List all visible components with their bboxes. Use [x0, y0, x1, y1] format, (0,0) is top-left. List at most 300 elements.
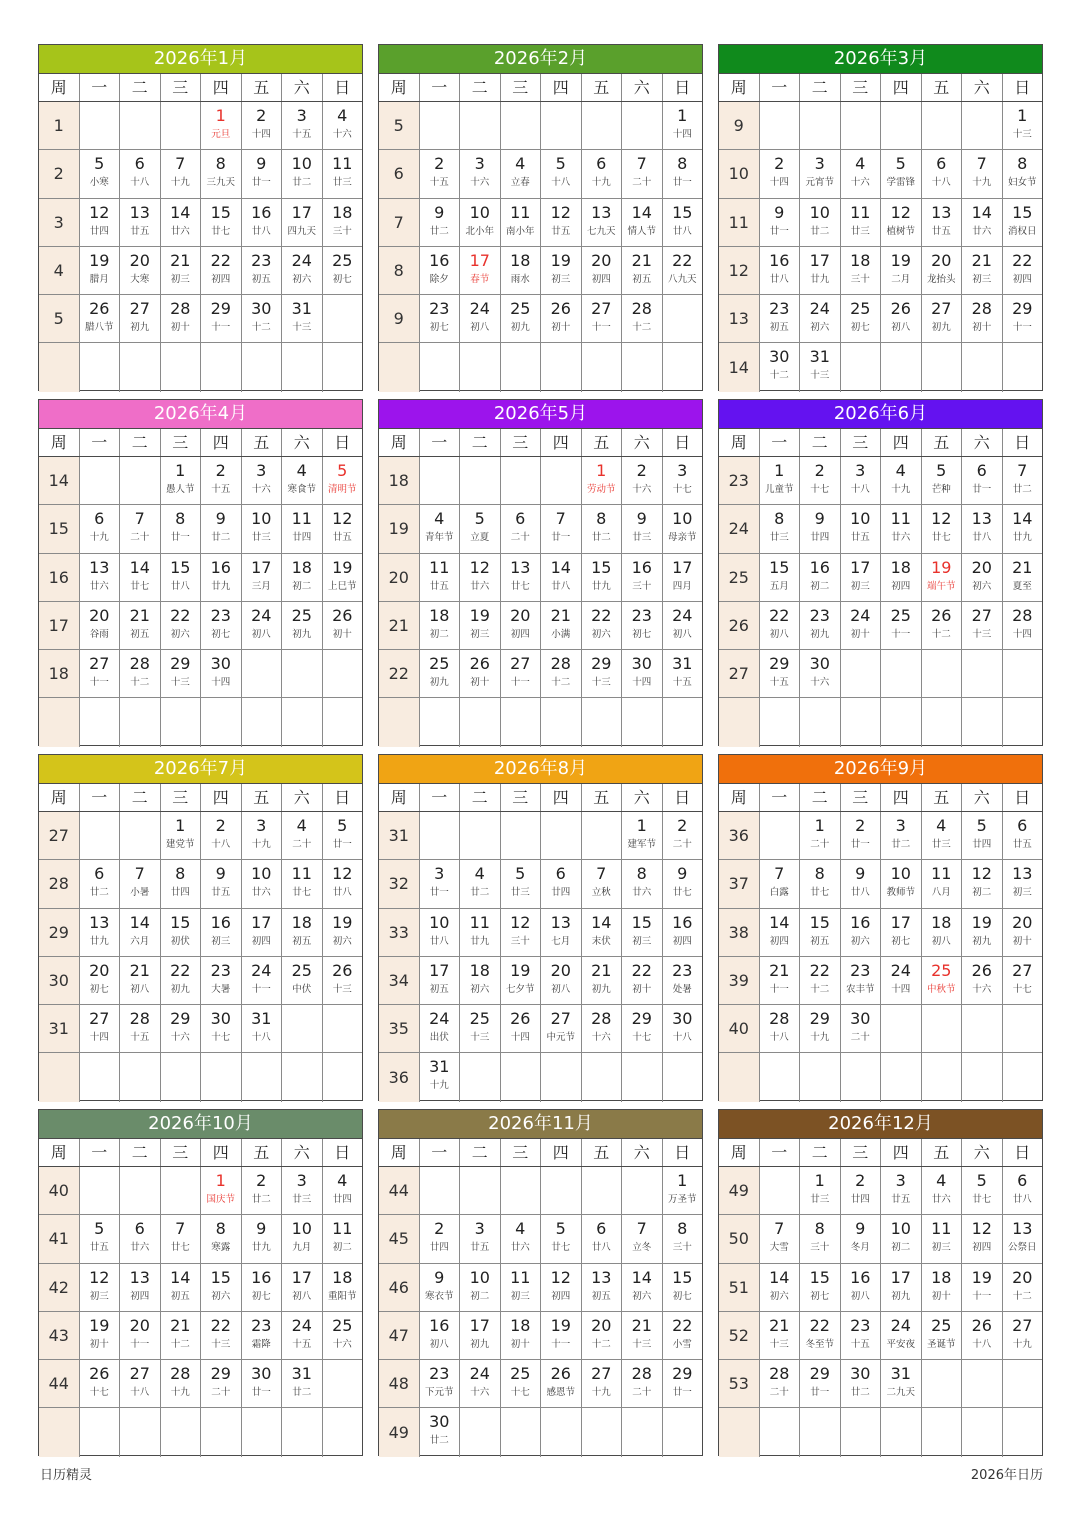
day-cell[interactable] [281, 247, 322, 294]
day-cell[interactable] [200, 247, 241, 294]
day-cell[interactable] [459, 1005, 500, 1052]
day-cell[interactable] [621, 505, 662, 552]
day-cell[interactable] [759, 650, 800, 697]
day-cell[interactable] [840, 1264, 881, 1311]
day-cell[interactable] [79, 909, 120, 956]
day-cell[interactable] [662, 554, 703, 601]
day-cell[interactable] [322, 1215, 363, 1262]
day-cell[interactable] [459, 554, 500, 601]
day-cell[interactable] [880, 505, 921, 552]
day-cell[interactable] [880, 909, 921, 956]
day-cell[interactable] [200, 860, 241, 907]
day-cell[interactable] [160, 1312, 201, 1359]
day-cell[interactable] [759, 1264, 800, 1311]
day-cell[interactable] [759, 1312, 800, 1359]
day-cell[interactable] [322, 1264, 363, 1311]
day-cell[interactable] [921, 505, 962, 552]
day-cell[interactable] [581, 957, 622, 1004]
day-cell[interactable] [840, 199, 881, 246]
day-cell[interactable] [200, 554, 241, 601]
day-cell[interactable] [322, 860, 363, 907]
day-cell[interactable] [840, 602, 881, 649]
day-cell[interactable] [79, 150, 120, 197]
day-cell[interactable] [840, 860, 881, 907]
day-cell[interactable] [419, 602, 460, 649]
day-cell[interactable] [160, 602, 201, 649]
day-cell[interactable] [880, 457, 921, 504]
day-cell[interactable] [921, 1167, 962, 1214]
day-cell[interactable] [281, 150, 322, 197]
day-cell[interactable] [799, 343, 840, 391]
day-cell[interactable] [799, 457, 840, 504]
day-cell[interactable] [281, 505, 322, 552]
day-cell[interactable] [160, 909, 201, 956]
day-cell[interactable] [119, 505, 160, 552]
day-cell[interactable] [500, 1360, 541, 1407]
day-cell[interactable] [921, 247, 962, 294]
day-cell[interactable] [961, 812, 1002, 859]
day-cell[interactable] [621, 860, 662, 907]
day-cell[interactable] [880, 1215, 921, 1262]
day-cell[interactable] [281, 1167, 322, 1214]
day-cell[interactable] [241, 295, 282, 342]
day-cell[interactable] [921, 1215, 962, 1262]
day-cell[interactable] [119, 1005, 160, 1052]
day-cell[interactable] [160, 812, 201, 859]
day-cell[interactable] [880, 199, 921, 246]
day-cell[interactable] [759, 1005, 800, 1052]
day-cell[interactable] [840, 1312, 881, 1359]
day-cell[interactable] [961, 909, 1002, 956]
day-cell[interactable] [662, 1360, 703, 1407]
day-cell[interactable] [200, 505, 241, 552]
day-cell[interactable] [880, 602, 921, 649]
day-cell[interactable] [322, 1312, 363, 1359]
day-cell[interactable] [961, 1264, 1002, 1311]
day-cell[interactable] [500, 909, 541, 956]
day-cell[interactable] [241, 1264, 282, 1311]
day-cell[interactable] [759, 1215, 800, 1262]
day-cell[interactable] [281, 602, 322, 649]
day-cell[interactable] [1002, 150, 1043, 197]
day-cell[interactable] [459, 1215, 500, 1262]
day-cell[interactable] [281, 295, 322, 342]
day-cell[interactable] [79, 295, 120, 342]
day-cell[interactable] [921, 1312, 962, 1359]
day-cell[interactable] [799, 602, 840, 649]
day-cell[interactable] [500, 150, 541, 197]
day-cell[interactable] [79, 1215, 120, 1262]
day-cell[interactable] [1002, 812, 1043, 859]
day-cell[interactable] [799, 1360, 840, 1407]
day-cell[interactable] [322, 1167, 363, 1214]
day-cell[interactable] [1002, 554, 1043, 601]
day-cell[interactable] [621, 812, 662, 859]
day-cell[interactable] [322, 102, 363, 149]
day-cell[interactable] [840, 295, 881, 342]
day-cell[interactable] [662, 457, 703, 504]
day-cell[interactable] [840, 1215, 881, 1262]
day-cell[interactable] [200, 295, 241, 342]
day-cell[interactable] [540, 1360, 581, 1407]
day-cell[interactable] [79, 650, 120, 697]
day-cell[interactable] [160, 957, 201, 1004]
day-cell[interactable] [759, 247, 800, 294]
day-cell[interactable] [921, 602, 962, 649]
day-cell[interactable] [961, 295, 1002, 342]
day-cell[interactable] [459, 150, 500, 197]
day-cell[interactable] [759, 505, 800, 552]
day-cell[interactable] [540, 1312, 581, 1359]
day-cell[interactable] [419, 150, 460, 197]
day-cell[interactable] [160, 457, 201, 504]
day-cell[interactable] [840, 505, 881, 552]
day-cell[interactable] [961, 602, 1002, 649]
day-cell[interactable] [200, 1167, 241, 1214]
day-cell[interactable] [500, 505, 541, 552]
day-cell[interactable] [500, 247, 541, 294]
day-cell[interactable] [662, 812, 703, 859]
day-cell[interactable] [621, 457, 662, 504]
day-cell[interactable] [799, 909, 840, 956]
day-cell[interactable] [459, 1264, 500, 1311]
day-cell[interactable] [500, 1312, 541, 1359]
day-cell[interactable] [759, 150, 800, 197]
day-cell[interactable] [662, 1312, 703, 1359]
day-cell[interactable] [621, 650, 662, 697]
day-cell[interactable] [419, 247, 460, 294]
day-cell[interactable] [880, 812, 921, 859]
day-cell[interactable] [662, 247, 703, 294]
day-cell[interactable] [241, 150, 282, 197]
day-cell[interactable] [662, 1215, 703, 1262]
day-cell[interactable] [500, 1005, 541, 1052]
day-cell[interactable] [961, 247, 1002, 294]
day-cell[interactable] [459, 1360, 500, 1407]
day-cell[interactable] [662, 909, 703, 956]
day-cell[interactable] [500, 1215, 541, 1262]
day-cell[interactable] [799, 1264, 840, 1311]
day-cell[interactable] [459, 295, 500, 342]
day-cell[interactable] [281, 1312, 322, 1359]
day-cell[interactable] [200, 650, 241, 697]
day-cell[interactable] [581, 1312, 622, 1359]
day-cell[interactable] [241, 1005, 282, 1052]
day-cell[interactable] [200, 1264, 241, 1311]
day-cell[interactable] [1002, 457, 1043, 504]
day-cell[interactable] [79, 1360, 120, 1407]
day-cell[interactable] [459, 247, 500, 294]
day-cell[interactable] [961, 1167, 1002, 1214]
day-cell[interactable] [880, 860, 921, 907]
day-cell[interactable] [621, 1312, 662, 1359]
day-cell[interactable] [459, 602, 500, 649]
day-cell[interactable] [799, 957, 840, 1004]
day-cell[interactable] [921, 1264, 962, 1311]
day-cell[interactable] [1002, 860, 1043, 907]
day-cell[interactable] [160, 199, 201, 246]
day-cell[interactable] [921, 295, 962, 342]
day-cell[interactable] [79, 1312, 120, 1359]
day-cell[interactable] [662, 1167, 703, 1214]
day-cell[interactable] [1002, 102, 1043, 149]
day-cell[interactable] [662, 602, 703, 649]
day-cell[interactable] [200, 1312, 241, 1359]
day-cell[interactable] [241, 602, 282, 649]
day-cell[interactable] [662, 650, 703, 697]
day-cell[interactable] [200, 957, 241, 1004]
day-cell[interactable] [119, 1312, 160, 1359]
day-cell[interactable] [540, 247, 581, 294]
day-cell[interactable] [281, 957, 322, 1004]
day-cell[interactable] [880, 1312, 921, 1359]
day-cell[interactable] [840, 1360, 881, 1407]
day-cell[interactable] [581, 1264, 622, 1311]
day-cell[interactable] [799, 247, 840, 294]
day-cell[interactable] [281, 860, 322, 907]
day-cell[interactable] [119, 909, 160, 956]
day-cell[interactable] [419, 1360, 460, 1407]
day-cell[interactable] [621, 909, 662, 956]
day-cell[interactable] [921, 199, 962, 246]
day-cell[interactable] [581, 457, 622, 504]
day-cell[interactable] [281, 457, 322, 504]
day-cell[interactable] [1002, 1312, 1043, 1359]
day-cell[interactable] [621, 957, 662, 1004]
day-cell[interactable] [759, 957, 800, 1004]
day-cell[interactable] [799, 199, 840, 246]
day-cell[interactable] [840, 909, 881, 956]
day-cell[interactable] [241, 957, 282, 1004]
day-cell[interactable] [799, 1005, 840, 1052]
day-cell[interactable] [160, 150, 201, 197]
day-cell[interactable] [419, 1312, 460, 1359]
day-cell[interactable] [540, 505, 581, 552]
day-cell[interactable] [419, 860, 460, 907]
day-cell[interactable] [662, 957, 703, 1004]
day-cell[interactable] [79, 505, 120, 552]
day-cell[interactable] [160, 1215, 201, 1262]
day-cell[interactable] [241, 1360, 282, 1407]
day-cell[interactable] [79, 199, 120, 246]
day-cell[interactable] [419, 554, 460, 601]
day-cell[interactable] [322, 957, 363, 1004]
day-cell[interactable] [500, 1264, 541, 1311]
day-cell[interactable] [322, 150, 363, 197]
day-cell[interactable] [621, 602, 662, 649]
day-cell[interactable] [921, 554, 962, 601]
day-cell[interactable] [322, 247, 363, 294]
day-cell[interactable] [500, 602, 541, 649]
day-cell[interactable] [1002, 957, 1043, 1004]
day-cell[interactable] [961, 505, 1002, 552]
day-cell[interactable] [662, 860, 703, 907]
day-cell[interactable] [621, 247, 662, 294]
day-cell[interactable] [840, 1005, 881, 1052]
day-cell[interactable] [119, 554, 160, 601]
day-cell[interactable] [840, 957, 881, 1004]
day-cell[interactable] [880, 247, 921, 294]
day-cell[interactable] [759, 554, 800, 601]
day-cell[interactable] [1002, 602, 1043, 649]
day-cell[interactable] [540, 295, 581, 342]
day-cell[interactable] [799, 295, 840, 342]
day-cell[interactable] [241, 102, 282, 149]
day-cell[interactable] [419, 650, 460, 697]
day-cell[interactable] [419, 1005, 460, 1052]
day-cell[interactable] [160, 295, 201, 342]
day-cell[interactable] [322, 457, 363, 504]
day-cell[interactable] [419, 505, 460, 552]
day-cell[interactable] [759, 602, 800, 649]
day-cell[interactable] [662, 1005, 703, 1052]
day-cell[interactable] [961, 1215, 1002, 1262]
day-cell[interactable] [662, 1264, 703, 1311]
day-cell[interactable] [961, 957, 1002, 1004]
day-cell[interactable] [241, 199, 282, 246]
day-cell[interactable] [799, 650, 840, 697]
day-cell[interactable] [459, 650, 500, 697]
day-cell[interactable] [200, 150, 241, 197]
day-cell[interactable] [281, 1264, 322, 1311]
day-cell[interactable] [459, 957, 500, 1004]
day-cell[interactable] [581, 1360, 622, 1407]
day-cell[interactable] [799, 860, 840, 907]
day-cell[interactable] [540, 199, 581, 246]
day-cell[interactable] [540, 860, 581, 907]
day-cell[interactable] [79, 860, 120, 907]
day-cell[interactable] [799, 812, 840, 859]
day-cell[interactable] [322, 812, 363, 859]
day-cell[interactable] [921, 957, 962, 1004]
day-cell[interactable] [540, 957, 581, 1004]
day-cell[interactable] [840, 247, 881, 294]
day-cell[interactable] [119, 602, 160, 649]
day-cell[interactable] [961, 199, 1002, 246]
day-cell[interactable] [961, 150, 1002, 197]
day-cell[interactable] [241, 247, 282, 294]
day-cell[interactable] [621, 150, 662, 197]
day-cell[interactable] [119, 247, 160, 294]
day-cell[interactable] [200, 812, 241, 859]
day-cell[interactable] [79, 1005, 120, 1052]
day-cell[interactable] [1002, 247, 1043, 294]
day-cell[interactable] [540, 150, 581, 197]
day-cell[interactable] [880, 1167, 921, 1214]
day-cell[interactable] [759, 860, 800, 907]
day-cell[interactable] [1002, 1215, 1043, 1262]
day-cell[interactable] [621, 1215, 662, 1262]
day-cell[interactable] [799, 1167, 840, 1214]
day-cell[interactable] [961, 554, 1002, 601]
day-cell[interactable] [662, 150, 703, 197]
day-cell[interactable] [500, 554, 541, 601]
day-cell[interactable] [1002, 199, 1043, 246]
day-cell[interactable] [621, 295, 662, 342]
day-cell[interactable] [281, 199, 322, 246]
day-cell[interactable] [1002, 295, 1043, 342]
day-cell[interactable] [322, 199, 363, 246]
day-cell[interactable] [1002, 505, 1043, 552]
day-cell[interactable] [759, 199, 800, 246]
day-cell[interactable] [961, 860, 1002, 907]
day-cell[interactable] [880, 1264, 921, 1311]
day-cell[interactable] [281, 1215, 322, 1262]
day-cell[interactable] [840, 457, 881, 504]
day-cell[interactable] [1002, 909, 1043, 956]
day-cell[interactable] [119, 650, 160, 697]
day-cell[interactable] [419, 1408, 460, 1456]
day-cell[interactable] [160, 650, 201, 697]
day-cell[interactable] [200, 909, 241, 956]
day-cell[interactable] [880, 295, 921, 342]
day-cell[interactable] [581, 295, 622, 342]
day-cell[interactable] [880, 554, 921, 601]
day-cell[interactable] [1002, 1264, 1043, 1311]
day-cell[interactable] [581, 199, 622, 246]
day-cell[interactable] [459, 199, 500, 246]
day-cell[interactable] [581, 860, 622, 907]
day-cell[interactable] [119, 1360, 160, 1407]
day-cell[interactable] [119, 860, 160, 907]
day-cell[interactable] [200, 1215, 241, 1262]
day-cell[interactable] [921, 150, 962, 197]
day-cell[interactable] [79, 554, 120, 601]
day-cell[interactable] [281, 812, 322, 859]
day-cell[interactable] [540, 1215, 581, 1262]
day-cell[interactable] [241, 457, 282, 504]
day-cell[interactable] [621, 199, 662, 246]
day-cell[interactable] [200, 199, 241, 246]
day-cell[interactable] [880, 957, 921, 1004]
day-cell[interactable] [621, 1360, 662, 1407]
day-cell[interactable] [322, 909, 363, 956]
day-cell[interactable] [241, 554, 282, 601]
day-cell[interactable] [500, 199, 541, 246]
day-cell[interactable] [500, 957, 541, 1004]
day-cell[interactable] [241, 812, 282, 859]
day-cell[interactable] [662, 102, 703, 149]
day-cell[interactable] [581, 505, 622, 552]
day-cell[interactable] [79, 602, 120, 649]
day-cell[interactable] [79, 957, 120, 1004]
day-cell[interactable] [322, 602, 363, 649]
day-cell[interactable] [459, 1312, 500, 1359]
day-cell[interactable] [759, 295, 800, 342]
day-cell[interactable] [621, 1264, 662, 1311]
day-cell[interactable] [500, 650, 541, 697]
day-cell[interactable] [880, 1360, 921, 1407]
day-cell[interactable] [419, 1053, 460, 1101]
day-cell[interactable] [119, 150, 160, 197]
day-cell[interactable] [459, 505, 500, 552]
day-cell[interactable] [759, 457, 800, 504]
day-cell[interactable] [459, 909, 500, 956]
day-cell[interactable] [419, 909, 460, 956]
day-cell[interactable] [200, 102, 241, 149]
day-cell[interactable] [241, 909, 282, 956]
day-cell[interactable] [621, 554, 662, 601]
day-cell[interactable] [581, 1005, 622, 1052]
day-cell[interactable] [79, 247, 120, 294]
day-cell[interactable] [500, 860, 541, 907]
day-cell[interactable] [160, 505, 201, 552]
day-cell[interactable] [921, 909, 962, 956]
day-cell[interactable] [200, 1005, 241, 1052]
day-cell[interactable] [419, 199, 460, 246]
day-cell[interactable] [241, 1312, 282, 1359]
day-cell[interactable] [621, 1005, 662, 1052]
